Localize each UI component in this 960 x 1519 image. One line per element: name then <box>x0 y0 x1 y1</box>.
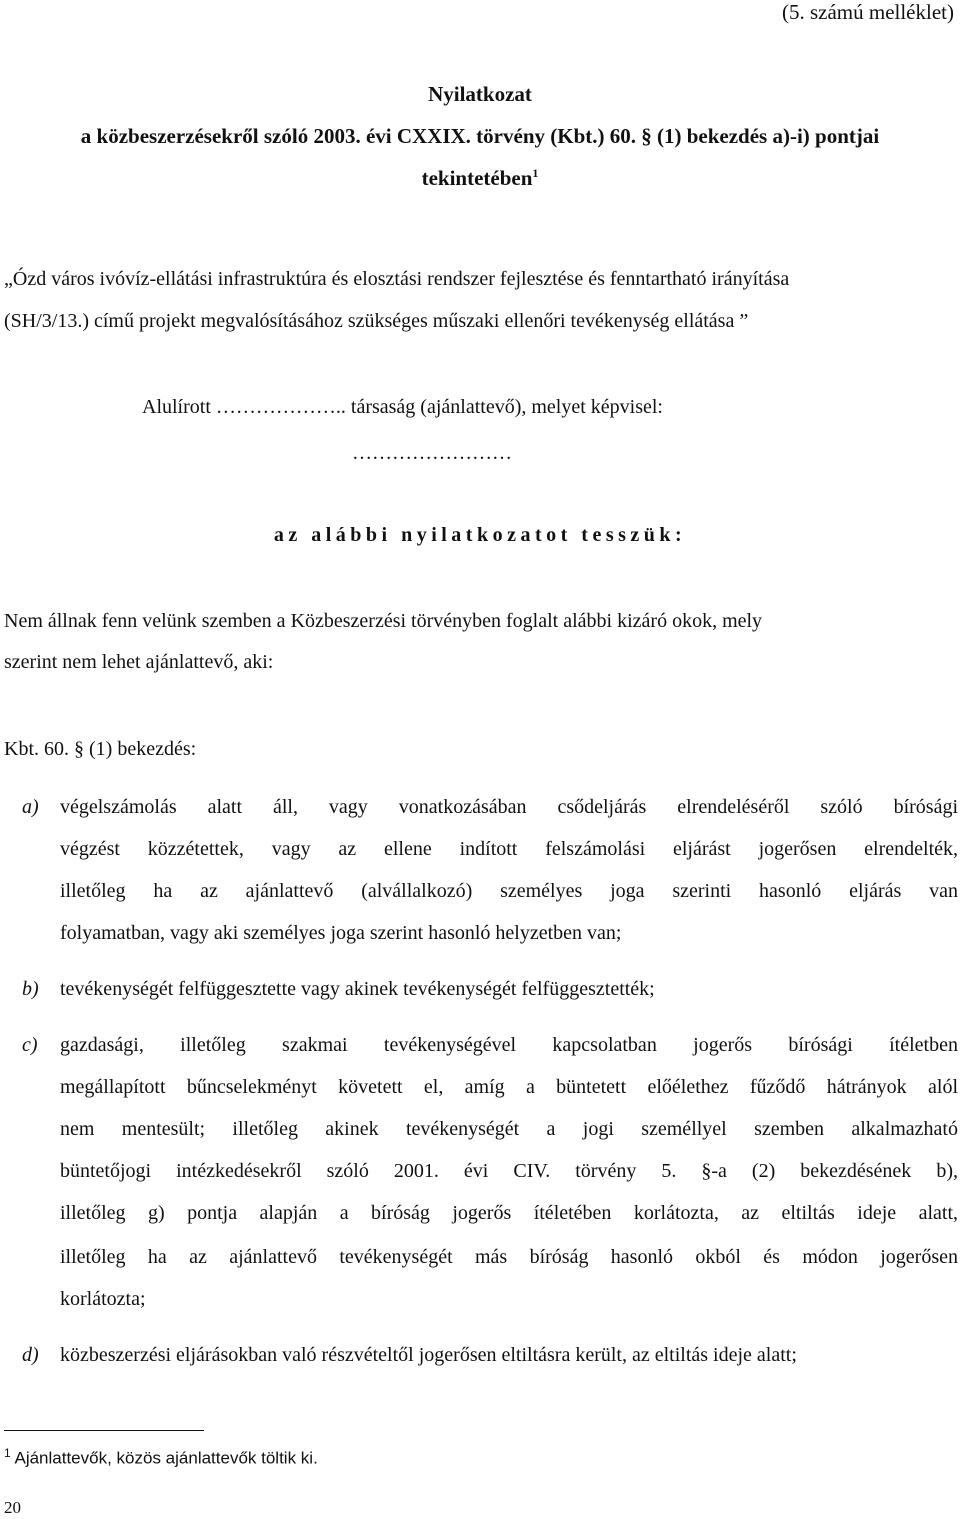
intro-line2: szerint nem lehet ajánlattevő, aki: <box>4 651 274 673</box>
annex-label: (5. számú melléklet) <box>781 0 954 24</box>
undersigned-line2: …………………… <box>352 442 512 464</box>
document-subtitle-line2: tekintetében$^1$ <box>421 166 539 190</box>
project-title-line2: (SH/3/13.) című projekt megvalósításához szükséges műszaki ellenőri tevékenység ellátása ” <box>4 310 749 332</box>
item-c-line1: gazdasági, illetőleg szakmai tevékenységével kapcsolatban jogerős bírósági ítéletben <box>60 1034 958 1056</box>
document-subtitle-line1: a közbeszerzésekről szóló 2003. évi CXXIX. törvény (Kbt.) 60. § (1) bekezdés a)-i) pontjai <box>80 124 880 148</box>
page-number: 20 <box>4 1498 21 1517</box>
item-label-b: b) <box>22 978 39 1000</box>
footnote <box>4 1446 318 1469</box>
footnote-divider <box>4 1430 204 1431</box>
item-label-d: d) <box>22 1344 39 1366</box>
footnote-number: 1 <box>4 1446 11 1460</box>
item-a-line1: végelszámolás alatt áll, vagy vonatkozásában csődeljárás elrendeléséről szóló bírósági <box>60 796 958 818</box>
document-title: Nyilatkozat <box>428 82 532 106</box>
item-c-line2: megállapított bűncselekményt követett el, amíg a büntetett előélethez fűződő hátrányok alól <box>60 1076 958 1098</box>
item-a-line3: illetőleg ha az ajánlattevő (alvállalkozó) személyes joga szerinti hasonló eljárás van <box>60 880 958 902</box>
item-d-line1: közbeszerzési eljárásokban való részvételtől jogerősen eltiltásra került, az eltiltás ideje alatt; <box>60 1344 797 1366</box>
item-c-line6: illetőleg ha az ajánlattevő tevékenységét más bíróság hasonló okból és módon jogerősen <box>60 1246 958 1268</box>
item-label-c: c) <box>22 1034 38 1056</box>
footnote-text: Ajánlattevők, közös ajánlattevők töltik ki. <box>14 1448 318 1468</box>
undersigned-line1: Alulírott ……………….. társaság (ajánlattevő), melyet képvisel: <box>142 396 663 418</box>
item-c-line7: korlátozta; <box>60 1288 146 1310</box>
item-a-line4: folyamatban, vagy aki személyes joga szerint hasonló helyzetben van; <box>60 922 622 944</box>
item-c-line3: nem mentesült; illetőleg akinek tevékenységét a jogi személlyel szemben alkalmazható <box>60 1118 958 1140</box>
project-title-line1: „Ózd város ivóvíz-ellátási infrastruktúra és elosztási rendszer fejlesztése és fenntartható irányítása <box>4 268 790 290</box>
declaration-heading: az alábbi nyilatkozatot tesszük: <box>273 524 687 546</box>
item-label-a: a) <box>22 796 39 818</box>
intro-line1: Nem állnak fenn velünk szemben a Közbeszerzési törvényben foglalt alábbi kizáró okok, mely <box>4 610 763 632</box>
section-reference: Kbt. 60. § (1) bekezdés: <box>4 738 197 760</box>
item-b-line1: tevékenységét felfüggesztette vagy akinek tevékenységét felfüggesztették; <box>60 978 655 1000</box>
item-a-line2: végzést közzétettek, vagy az ellene indított felszámolási eljárást jogerősen elrendelték, <box>60 838 958 860</box>
item-c-line4: büntetőjogi intézkedésekről szóló 2001. évi CIV. törvény 5. §-a (2) bekezdésének b), <box>60 1160 958 1182</box>
footnote-ref: 1 <box>532 166 539 180</box>
item-c-line5: illetőleg g) pontja alapján a bíróság jogerős ítéletében korlátozta, az eltiltás ideje alatt, <box>60 1202 958 1224</box>
